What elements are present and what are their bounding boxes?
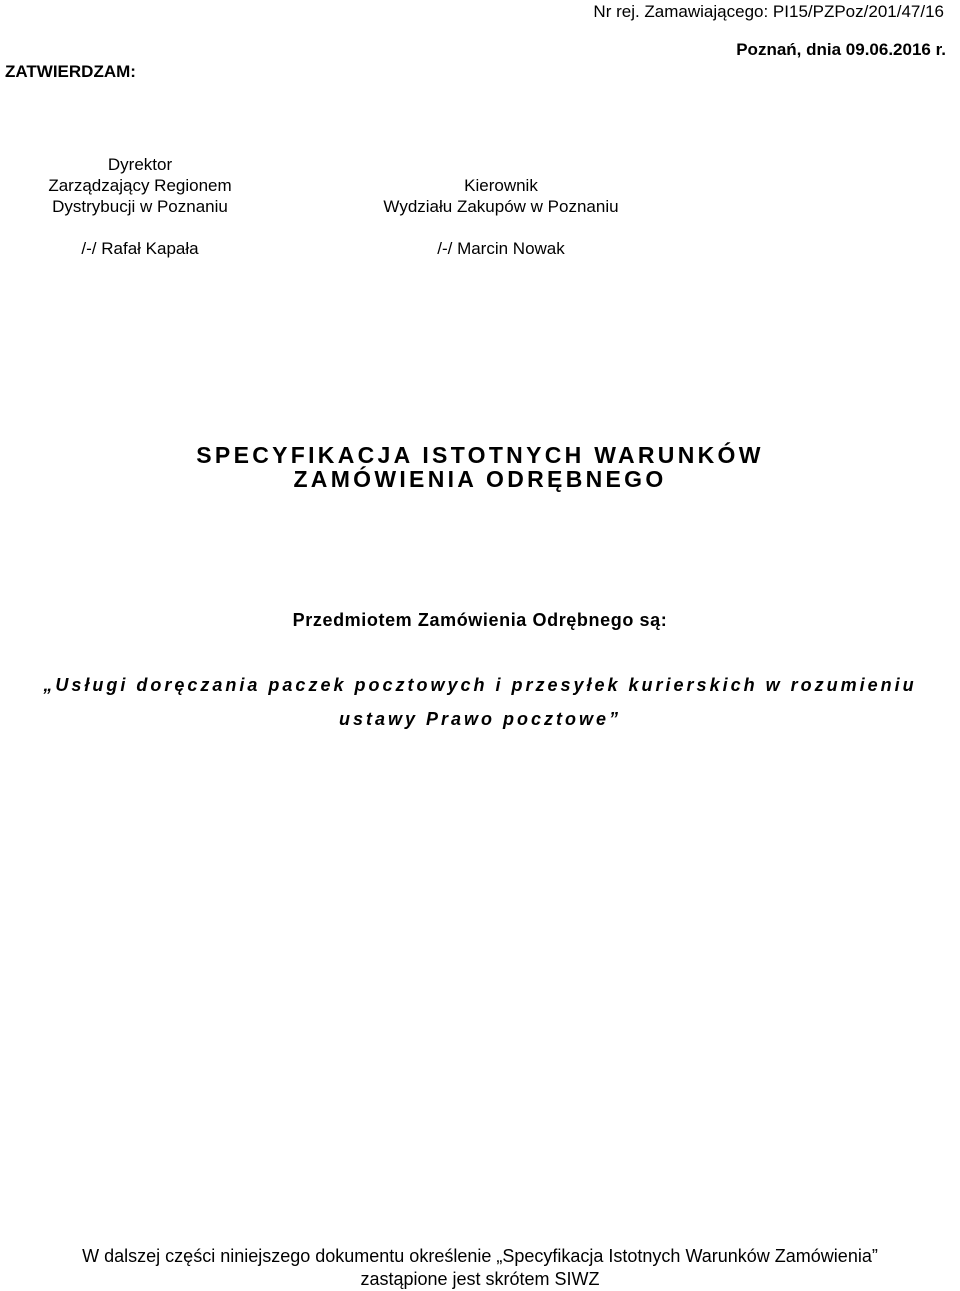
- document-title-line2: ZAMÓWIENIA ODRĘBNEGO: [293, 466, 667, 492]
- registration-number: Nr rej. Zamawiającego: PI15/PZPoz/201/47/16: [593, 2, 944, 21]
- signatory-right-title: Kierownik: [464, 176, 538, 195]
- footer-note-line2: zastąpione jest skrótem SIWZ: [360, 1269, 600, 1289]
- signatory-left: [40, 154, 240, 259]
- signatory-left-title: Dyrektor: [107, 155, 173, 174]
- signatory-left-signature: /-/ Rafał Kapała: [81, 239, 199, 258]
- subject-intro: Przedmiotem Zamówienia Odrębnego są:: [292, 610, 668, 630]
- signatory-left-unit: Dystrybucji w Poznaniu: [52, 197, 228, 216]
- footer-note-line1: W dalszej części niniejszego dokumentu określenie „Specyfikacja Istotnych Warunków Zamówienia”: [82, 1246, 878, 1266]
- subject-text: „Usługi doręczania paczek pocztowych i przesyłek kurierskich w rozumieniu ustawy Prawo pocztowe”: [43, 675, 917, 729]
- place-date: Poznań, dnia 09.06.2016 r.: [736, 40, 946, 59]
- signatory-right: [370, 175, 632, 259]
- document-title: [0, 443, 960, 491]
- document-title-line1: SPECYFIKACJA ISTOTNYCH WARUNKÓW: [196, 442, 764, 468]
- signatory-right-unit: Wydziału Zakupów w Poznaniu: [383, 197, 619, 216]
- signatory-left-role: Zarządzający Regionem: [48, 176, 232, 195]
- signatory-right-signature: /-/ Marcin Nowak: [437, 239, 565, 258]
- footer-note: [0, 1245, 960, 1291]
- approval-label: ZATWIERDZAM:: [5, 62, 136, 81]
